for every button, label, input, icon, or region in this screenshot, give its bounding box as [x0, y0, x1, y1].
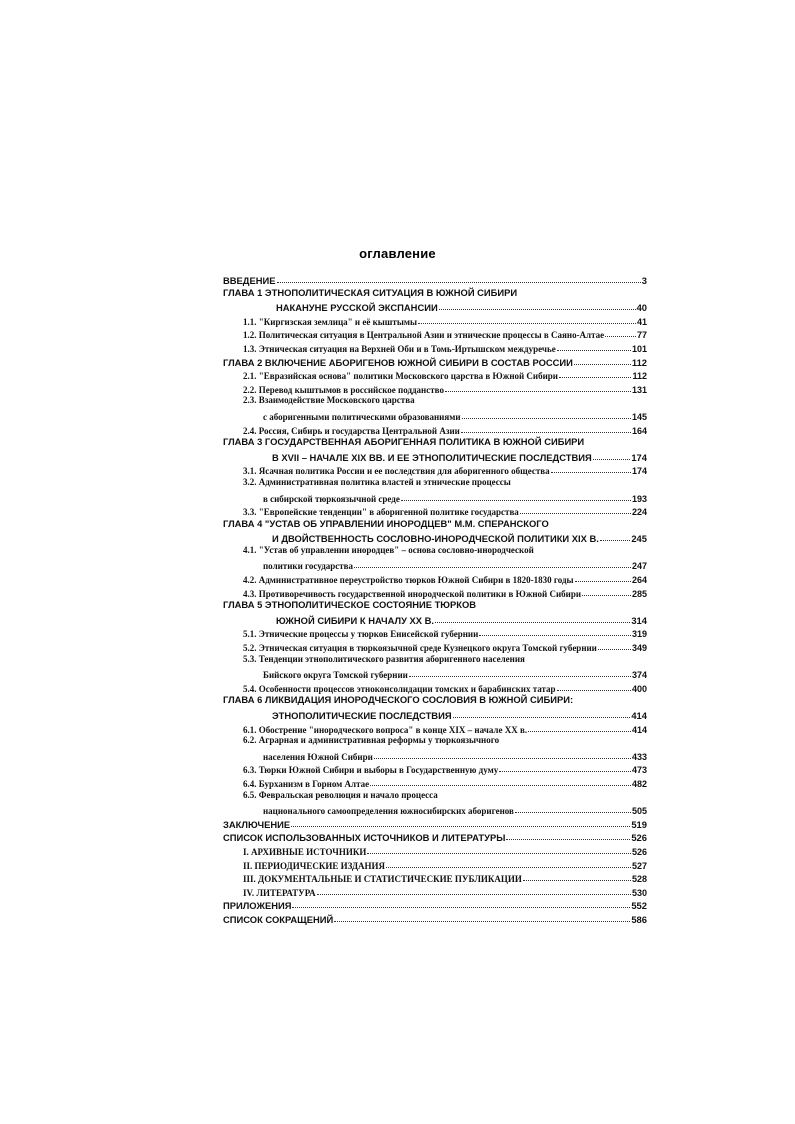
toc-entry-title: политики государства	[263, 561, 354, 572]
toc-entry-page: 400	[631, 683, 647, 694]
toc-dot-leader	[574, 353, 631, 365]
toc-dot-leader	[277, 271, 641, 283]
toc-entry-page: 519	[631, 818, 647, 830]
toc-entry	[223, 911, 647, 925]
toc-entry-title: 1.3. Этническая ситуация на Верхней Оби и в Томь-Иртышском междуречье	[243, 343, 556, 354]
toc-entry	[223, 598, 647, 612]
toc-dot-leader	[317, 883, 631, 895]
toc-entry-page: 349	[631, 643, 647, 654]
toc-dot-leader	[367, 842, 631, 854]
toc-entry-page: 314	[631, 614, 647, 626]
toc-entry-page: 174	[631, 466, 647, 477]
toc-entry-title: 2.1. "Евразийская основа" политики Московского царства в Южной Сибири	[243, 371, 558, 382]
toc-entry-page: 482	[631, 778, 647, 789]
toc-entry	[223, 625, 647, 639]
toc-entry-page: 505	[631, 806, 647, 817]
toc-entry	[223, 381, 647, 395]
toc-entry-title: I. АРХИВНЫЕ ИСТОЧНИКИ	[243, 846, 367, 857]
toc-entry	[223, 313, 647, 327]
toc-entry-title: IV. ЛИТЕРАТУРА	[243, 887, 316, 898]
toc-entry	[223, 748, 647, 762]
toc-entry	[223, 272, 647, 286]
toc-entry-title: с аборигенными политическими образованиями	[263, 411, 461, 422]
toc-entry-page: 77	[636, 330, 647, 341]
toc-dot-leader	[515, 801, 631, 813]
toc-entry-page: 528	[631, 874, 647, 885]
toc-dot-leader	[557, 339, 631, 351]
toc-entry	[223, 761, 647, 775]
toc-dot-leader	[435, 611, 630, 623]
toc-dot-leader	[575, 570, 631, 582]
toc-entry-title: ЮЖНОЙ СИБИРИ К НАЧАЛУ XX В.	[276, 614, 435, 626]
toc-entry-page: 586	[631, 913, 647, 925]
toc-entry-title: ГЛАВА 5 ЭТНОПОЛИТИЧЕСКОЕ СОСТОЯНИЕ ТЮРКОВ	[223, 599, 477, 611]
toc-entry	[223, 517, 647, 531]
toc-dot-leader	[506, 828, 630, 840]
toc-entry	[223, 585, 647, 599]
toc-dot-leader	[593, 448, 631, 460]
toc-entry	[223, 775, 647, 789]
toc-entry	[223, 503, 647, 517]
toc-entry-title: 3.2. Административная политика властей и этнические процессы	[243, 476, 511, 487]
toc-entry	[223, 884, 647, 898]
toc-dot-leader	[445, 380, 631, 392]
toc-entry-page: 527	[631, 860, 647, 871]
toc-entry	[223, 299, 647, 313]
toc-entry	[223, 870, 647, 884]
toc-dot-leader	[479, 624, 631, 636]
toc-entry	[223, 653, 647, 667]
toc-dot-leader	[439, 298, 636, 310]
toc-dot-leader	[401, 489, 631, 501]
toc-entry-title: И ДВОЙСТВЕННОСТЬ СОСЛОВНО-ИНОРОДЧЕСКОЙ ПОЛИТИКИ XIX В.	[272, 533, 599, 545]
toc-entry	[223, 286, 647, 300]
toc-entry-title: III. ДОКУМЕНТАЛЬНЫЕ И СТАТИСТИЧЕСКИЕ ПУБЛИКАЦИИ	[243, 874, 522, 885]
toc-entry-title: ГЛАВА 1 ЭТНОПОЛИТИЧЕСКАЯ СИТУАЦИЯ В ЮЖНОЙ СИБИРИ	[223, 286, 518, 298]
toc-entry-page: 530	[631, 887, 647, 898]
toc-dot-leader	[600, 529, 630, 541]
toc-entry-title: 5.4. Особенности процессов этноконсолидации томских и барабинских татар	[243, 683, 556, 694]
toc-entry-page: 526	[631, 832, 647, 844]
toc-entry-page: 101	[631, 343, 647, 354]
toc-entry-title: ПРИЛОЖЕНИЯ	[223, 900, 292, 912]
toc-entry-page: 131	[631, 384, 647, 395]
toc-entry	[223, 557, 647, 571]
toc-entry-title: ГЛАВА 6 ЛИКВИДАЦИЯ ИНОРОДЧЕСКОГО СОСЛОВИЯ В ЮЖНОЙ СИБИРИ:	[223, 694, 574, 706]
toc-entry	[223, 367, 647, 381]
toc-entry-title: 6.5. Февральская революция и начало процесса	[243, 789, 438, 800]
toc-entry-page: 145	[631, 411, 647, 422]
toc-entry	[223, 544, 647, 558]
toc-entry-title: Бийского округа Томской губернии	[263, 670, 408, 681]
toc-dot-leader	[528, 720, 631, 732]
toc-entry-title: в сибирской тюркоязычной среде	[263, 493, 400, 504]
toc-entry-title: СПИСОК ИСПОЛЬЗОВАННЫХ ИСТОЧНИКОВ И ЛИТЕРАТУРЫ	[223, 832, 506, 844]
toc-entry-title: ГЛАВА 4 "УСТАВ ОБ УПРАВЛЕНИИ ИНОРОДЦЕВ" М.М. СПЕРАНСКОГО	[223, 517, 549, 529]
toc-entry-title: 5.3. Тенденции этнополитического развития аборигенного населения	[243, 653, 525, 664]
toc-entry-page: 164	[631, 425, 647, 436]
toc-entry-page: 40	[636, 302, 647, 314]
toc-entry	[223, 829, 647, 843]
toc-entry	[223, 530, 647, 544]
toc-entry	[223, 490, 647, 504]
toc-entry	[223, 721, 647, 735]
toc-dot-leader	[453, 706, 631, 718]
page-title: оглавление	[359, 246, 436, 261]
toc-entry	[223, 354, 647, 368]
toc-entry	[223, 476, 647, 490]
toc-entry-page: 247	[631, 561, 647, 572]
toc-entry	[223, 449, 647, 463]
toc-entry-page: 193	[631, 493, 647, 504]
toc-entry-title: населения Южной Сибири	[263, 751, 373, 762]
toc-entry-title: 4.3. Противоречивость государственной инородческой политики в Южной Сибири	[243, 588, 582, 599]
toc-entry-title: 4.2. Административное переустройство тюрков Южной Сибири в 1820-1830 годы	[243, 575, 574, 586]
toc-dot-leader	[523, 869, 631, 881]
toc-entry-title: 4.1. "Устав об управлении инородцев" – основа сословно-инородческой	[243, 544, 534, 555]
toc-entry	[223, 340, 647, 354]
toc-entry-page: 41	[636, 316, 647, 327]
toc-dot-leader	[499, 760, 631, 772]
toc-entry-page: 112	[632, 371, 647, 382]
toc-entry-title: 6.1. Обострение "инородческого вопроса" в конце XIX – начале XX в.	[243, 724, 528, 735]
toc-entry-page: 433	[631, 751, 647, 762]
toc-entry-title: ЭТНОПОЛИТИЧЕСКИЕ ПОСЛЕДСТВИЯ	[272, 710, 452, 721]
toc-dot-leader	[354, 556, 631, 568]
toc-entry-title: II. ПЕРИОДИЧЕСКИЕ ИЗДАНИЯ	[243, 860, 386, 871]
toc-entry-page: 285	[631, 588, 647, 599]
toc-entry-page: 3	[641, 275, 647, 286]
toc-entry-page: 414	[631, 724, 647, 735]
toc-entry	[223, 666, 647, 680]
toc-entry-title: ЗАКЛЮЧЕНИЕ	[223, 818, 291, 830]
toc-entry	[223, 734, 647, 748]
toc-entry	[223, 816, 647, 830]
toc-dot-leader	[598, 638, 631, 650]
toc-entry	[223, 680, 647, 694]
toc-entry-title: В XVII – НАЧАЛЕ XIX ВВ. И ЕЕ ЭТНОПОЛИТИЧЕСКИЕ ПОСЛЕДСТВИЯ	[272, 451, 592, 463]
toc-entry-title: национального самоопределения южносибирских аборигенов	[263, 806, 514, 817]
toc-entry	[223, 789, 647, 803]
toc-entry-title: 2.3. Взаимодействие Московского царства	[243, 395, 415, 406]
toc-entry-page: 224	[631, 507, 647, 518]
table-of-contents	[223, 272, 647, 925]
toc-entry	[223, 326, 647, 340]
toc-dot-leader	[520, 502, 631, 514]
toc-entry	[223, 612, 647, 626]
toc-entry-title: 2.2. Перевод кыштымов в российское подданство	[243, 384, 444, 395]
toc-entry-title: 6.3. Тюрки Южной Сибири и выборы в Государственную думу	[243, 765, 499, 776]
toc-entry	[223, 857, 647, 871]
toc-entry	[223, 843, 647, 857]
toc-entry	[223, 408, 647, 422]
toc-entry-title: СПИСОК СОКРАЩЕНИЙ	[223, 913, 334, 925]
toc-entry-page: 319	[631, 629, 647, 640]
toc-entry	[223, 422, 647, 436]
toc-entry-title: 1.1. "Киргизская землица" и её кыштымы	[243, 316, 418, 327]
toc-entry-title: ГЛАВА 2 ВКЛЮЧЕНИЕ АБОРИГЕНОВ ЮЖНОЙ СИБИРИ В СОСТАВ РОССИИ	[223, 356, 573, 368]
toc-entry-page: 174	[631, 451, 647, 463]
toc-entry	[223, 571, 647, 585]
toc-dot-leader	[551, 461, 631, 473]
toc-entry-title: НАКАНУНЕ РУССКОЙ ЭКСПАНСИИ	[276, 302, 438, 314]
toc-dot-leader	[605, 325, 636, 337]
toc-entry-title: 6.4. Бурханизм в Горном Алтае	[243, 778, 370, 789]
toc-entry-title: 1.2. Политическая ситуация в Центральной Азии и этнические процессы в Саяно-Алтае	[243, 330, 605, 341]
toc-entry-title: 3.1. Ясачная политика России и ее последствия для аборигенного общества	[243, 466, 550, 477]
toc-entry	[223, 435, 647, 449]
toc-entry-title: 6.2. Аграрная и административная реформы у тюркоязычного	[243, 735, 500, 746]
toc-entry-page: 112	[631, 356, 647, 368]
toc-entry-title: 3.3. "Европейские тенденции" в аборигенной политике государства	[243, 507, 519, 518]
toc-entry	[223, 639, 647, 653]
toc-entry	[223, 897, 647, 911]
toc-entry	[223, 707, 647, 721]
toc-dot-leader	[559, 366, 631, 378]
toc-entry-title: 5.1. Этнические процессы у тюрков Енисейской губернии	[243, 629, 479, 640]
toc-entry	[223, 802, 647, 816]
toc-entry-title: ГЛАВА 3 ГОСУДАРСТВЕННАЯ АБОРИГЕННАЯ ПОЛИТИКА В ЮЖНОЙ СИБИРИ	[223, 436, 585, 448]
toc-dot-leader	[409, 665, 631, 677]
toc-dot-leader	[462, 407, 631, 419]
toc-dot-leader	[334, 910, 630, 922]
toc-dot-leader	[386, 856, 631, 868]
toc-entry-page: 552	[631, 900, 647, 912]
toc-dot-leader	[461, 421, 631, 433]
toc-dot-leader	[418, 312, 636, 324]
toc-dot-leader	[292, 896, 630, 908]
toc-dot-leader	[557, 679, 631, 691]
toc-entry-page: 414	[631, 710, 647, 721]
toc-entry	[223, 462, 647, 476]
toc-entry-page: 526	[631, 846, 647, 857]
toc-entry-title: 5.2. Этническая ситуация в тюркоязычной среде Кузнецкого округа Томской губернии	[243, 643, 597, 654]
toc-dot-leader	[582, 584, 631, 596]
toc-entry-page: 245	[631, 533, 647, 545]
toc-entry-title: 2.4. Россия, Сибирь и государства Центральной Азии	[243, 425, 460, 436]
toc-entry	[223, 693, 647, 707]
toc-entry-title: ВВЕДЕНИЕ	[223, 275, 276, 286]
toc-dot-leader	[374, 747, 631, 759]
toc-entry-page: 374	[631, 670, 647, 681]
toc-dot-leader	[291, 815, 630, 827]
toc-entry	[223, 394, 647, 408]
toc-dot-leader	[370, 774, 631, 786]
toc-entry-page: 473	[631, 765, 647, 776]
toc-entry-page: 264	[631, 575, 647, 586]
